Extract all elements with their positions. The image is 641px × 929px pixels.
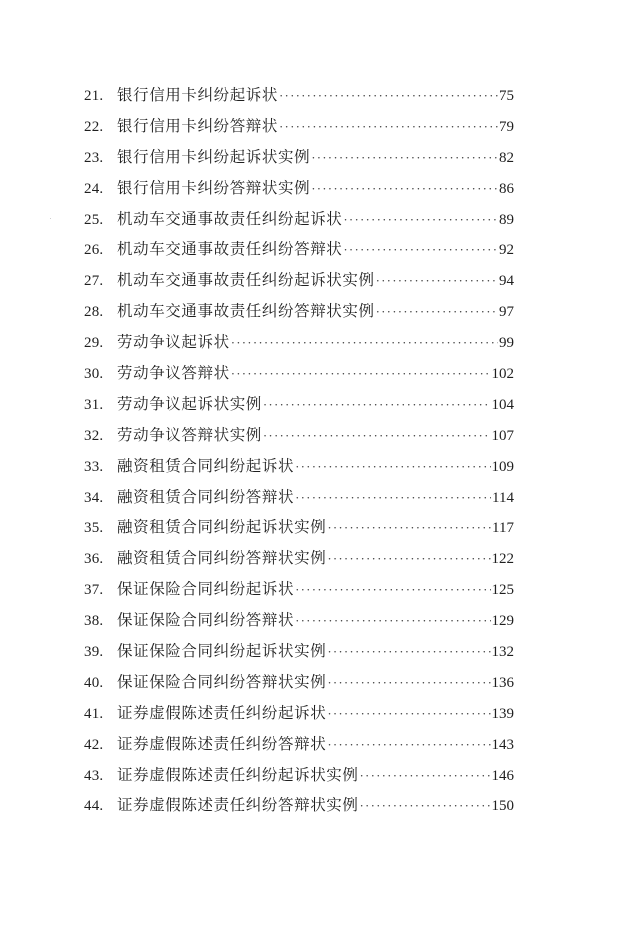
toc-entry-page: 146 — [491, 767, 514, 784]
toc-entry-number: 24. — [84, 180, 104, 197]
toc-dot-leader — [376, 266, 498, 297]
toc-entry-number: 35. — [84, 520, 104, 537]
toc-entry-number: 26. — [84, 242, 104, 259]
toc-entry-page: 136 — [491, 674, 514, 691]
toc-entry[interactable] — [84, 667, 514, 698]
toc-entry-number: 38. — [84, 613, 104, 630]
toc-dot-leader — [360, 761, 491, 792]
toc-dot-leader — [263, 390, 491, 421]
toc-entry-number: 34. — [84, 489, 104, 506]
toc-dot-leader — [360, 791, 491, 822]
toc-entry-number: 37. — [84, 582, 104, 599]
toc-dot-leader — [263, 421, 491, 452]
toc-entry-title: 银行信用卡纠纷起诉状 — [117, 86, 279, 104]
toc-entry[interactable] — [84, 482, 514, 513]
toc-entry-title: 银行信用卡纠纷答辩状 — [117, 116, 279, 135]
toc-entry-page: 92 — [499, 242, 514, 259]
toc-entry-number: 21. — [84, 88, 104, 104]
toc-dot-leader — [327, 637, 490, 668]
toc-entry-title: 劳动争议起诉状实例 — [117, 394, 262, 413]
toc-dot-leader — [343, 235, 498, 266]
toc-entry[interactable] — [84, 80, 514, 111]
toc-entry[interactable] — [84, 543, 514, 574]
toc-entry-title: 银行信用卡纠纷起诉状实例 — [117, 147, 311, 166]
toc-entry[interactable] — [84, 327, 514, 358]
toc-entry-number: 30. — [84, 366, 104, 383]
toc-entry-title: 机动车交通事故责任纠纷答辩状实例 — [117, 302, 375, 321]
scan-speck — [50, 218, 51, 219]
toc-entry-page: 89 — [499, 211, 514, 228]
toc-dot-leader — [279, 81, 498, 112]
toc-entry-number: 33. — [84, 458, 104, 475]
toc-entry-number: 39. — [84, 644, 104, 661]
toc-entry-title: 证券虚假陈述责任纠纷答辩状 — [117, 734, 327, 753]
toc-entry-title: 机动车交通事故责任纠纷答辩状 — [117, 240, 343, 259]
toc-entry-title: 证券虚假陈述责任纠纷答辩状实例 — [117, 796, 359, 815]
toc-entry[interactable] — [84, 204, 514, 235]
toc-entry-page: 114 — [492, 489, 514, 506]
toc-entry[interactable] — [84, 389, 514, 420]
toc-entry-title: 劳动争议答辩状 — [117, 364, 230, 383]
toc-entry-title: 机动车交通事故责任纠纷起诉状 — [117, 209, 343, 228]
toc-entry-page: 79 — [499, 118, 514, 135]
toc-dot-leader — [327, 544, 490, 575]
toc-entry-title: 融资租赁合同纠纷起诉状实例 — [117, 518, 327, 537]
toc-entry-page: 99 — [499, 335, 514, 352]
toc-entry-page: 109 — [491, 458, 514, 475]
toc-entry[interactable] — [84, 698, 514, 729]
toc-entry-number: 31. — [84, 396, 104, 413]
table-of-contents — [84, 80, 514, 821]
toc-entry-page: 75 — [499, 88, 514, 104]
toc-dot-leader — [311, 143, 498, 174]
toc-entry-number: 40. — [84, 674, 104, 691]
toc-entry-page: 150 — [491, 798, 514, 815]
toc-dot-leader — [279, 112, 498, 143]
toc-entry-number: 36. — [84, 551, 104, 568]
toc-dot-leader — [327, 730, 490, 761]
toc-dot-leader — [343, 205, 498, 236]
toc-dot-leader — [231, 328, 498, 359]
toc-entry-title: 保证保险合同纠纷答辩状 — [117, 611, 295, 630]
toc-entry-title: 保证保险合同纠纷起诉状 — [117, 580, 295, 599]
toc-entry-title: 劳动争议起诉状 — [117, 333, 230, 352]
toc-entry[interactable] — [84, 111, 514, 142]
toc-dot-leader — [327, 513, 491, 544]
toc-dot-leader — [295, 483, 491, 514]
toc-entry-page: 125 — [491, 582, 514, 599]
toc-dot-leader — [295, 575, 490, 606]
toc-entry-number: 22. — [84, 118, 104, 135]
toc-entry[interactable] — [84, 574, 514, 605]
toc-entry[interactable] — [84, 636, 514, 667]
toc-entry[interactable] — [84, 358, 514, 389]
toc-entry-title: 融资租赁合同纠纷起诉状 — [117, 456, 295, 475]
toc-entry[interactable] — [84, 265, 514, 296]
toc-entry-title: 机动车交通事故责任纠纷起诉状实例 — [117, 271, 375, 290]
toc-dot-leader — [311, 174, 498, 205]
toc-dot-leader — [327, 668, 490, 699]
toc-entry-title: 劳动争议答辩状实例 — [117, 425, 262, 444]
toc-entry[interactable] — [84, 512, 514, 543]
toc-dot-leader — [327, 699, 490, 730]
toc-entry-page: 102 — [491, 366, 514, 383]
toc-entry-number: 27. — [84, 273, 104, 290]
toc-entry-number: 43. — [84, 767, 104, 784]
toc-entry-title: 保证保险合同纠纷答辩状实例 — [117, 672, 327, 691]
toc-entry-page: 94 — [499, 273, 514, 290]
toc-dot-leader — [295, 606, 490, 637]
toc-dot-leader — [376, 297, 498, 328]
toc-entry-page: 117 — [492, 520, 514, 537]
toc-entry[interactable] — [84, 296, 514, 327]
toc-entry-page: 139 — [491, 705, 514, 722]
toc-entry-number: 23. — [84, 149, 104, 166]
toc-entry-title: 融资租赁合同纠纷答辩状实例 — [117, 549, 327, 568]
toc-entry[interactable] — [84, 605, 514, 636]
toc-entry[interactable] — [84, 451, 514, 482]
toc-entry-title: 保证保险合同纠纷起诉状实例 — [117, 642, 327, 661]
toc-entry[interactable] — [84, 760, 514, 791]
toc-entry-number: 42. — [84, 736, 104, 753]
toc-entry[interactable] — [84, 729, 514, 760]
toc-entry[interactable] — [84, 173, 514, 204]
toc-entry-number: 44. — [84, 798, 104, 815]
toc-entry-number: 29. — [84, 335, 104, 352]
toc-entry-title: 银行信用卡纠纷答辩状实例 — [117, 178, 311, 197]
toc-entry-number: 32. — [84, 427, 104, 444]
toc-entry-page: 132 — [491, 644, 514, 661]
toc-entry-page: 143 — [491, 736, 514, 753]
toc-dot-leader — [295, 452, 490, 483]
toc-entry[interactable] — [84, 142, 514, 173]
toc-entry[interactable] — [84, 790, 514, 821]
toc-entry-title: 融资租赁合同纠纷答辩状 — [117, 487, 295, 506]
toc-entry-page: 82 — [499, 149, 514, 166]
toc-entry-number: 28. — [84, 304, 104, 321]
toc-entry-page: 97 — [499, 304, 514, 321]
toc-entry-page: 107 — [491, 427, 514, 444]
toc-entry[interactable] — [84, 420, 514, 451]
toc-entry-page: 122 — [491, 551, 514, 568]
toc-entry-title: 证券虚假陈述责任纠纷起诉状 — [117, 703, 327, 722]
toc-entry-page: 86 — [499, 180, 514, 197]
toc-entry-number: 41. — [84, 705, 104, 722]
toc-entry-page: 129 — [491, 613, 514, 630]
toc-entry-title: 证券虚假陈述责任纠纷起诉状实例 — [117, 765, 359, 784]
toc-entry-page: 104 — [491, 396, 514, 413]
toc-entry-number: 25. — [84, 211, 104, 228]
toc-entry[interactable] — [84, 234, 514, 265]
toc-dot-leader — [231, 359, 491, 390]
